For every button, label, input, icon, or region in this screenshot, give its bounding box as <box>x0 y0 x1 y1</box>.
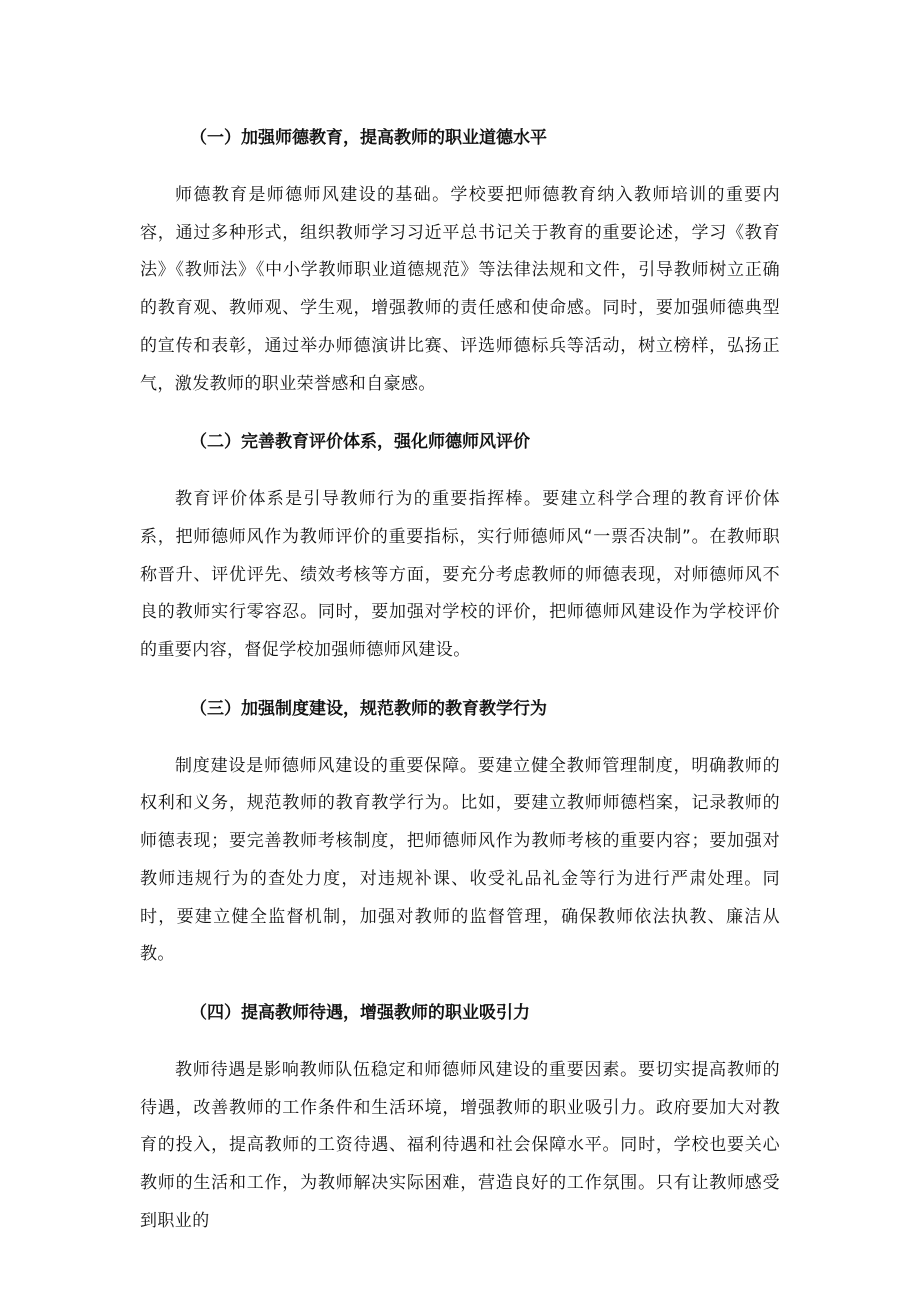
section-paragraph-1: 师德教育是师德师风建设的基础。学校要把师德教育纳入教师培训的重要内容，通过多种形式，组织教师学习习近平总书记关于教育的重要论述，学习《教育法》《教师法》《中小学教师职业道德规范》等法律法规和文件，引导教师树立正确的教育观、教师观、学生观，增强教师的责任感和使命感。同时，要加强师德典型的宣传和表彰，通过举办师德演讲比赛、评选师德标兵等活动，树立榜样，弘扬正气，激发教师的职业荣誉感和自豪感。 <box>140 185 780 394</box>
section-paragraph-4: 教师待遇是影响教师队伍稳定和师德师风建设的重要因素。要切实提高教师的待遇，改善教师的工作条件和生活环境，增强教师的职业吸引力。政府要加大对教育的投入，提高教师的工资待遇、福利待遇和社会保障水平。同时，学校也要关心教师的生活和工作，为教师解决实际困难，营造良好的工作氛围。只有让教师感受到职业的 <box>140 1059 780 1231</box>
section-paragraph-3: 制度建设是师德师风建设的重要保障。要建立健全教师管理制度，明确教师的权利和义务，规范教师的教育教学行为。比如，要建立教师师德档案，记录教师的师德表现；要完善教师考核制度，把师德师风作为教师考核的重要内容；要加强对教师违规行为的查处力度，对违规补课、收受礼品礼金等行为进行严肃处理。同时，要建立健全监督机制，加强对教师的监督管理，确保教师依法执教、廉洁从教。 <box>140 755 780 965</box>
section-heading-2: （二）完善教育评价体系，强化师德师风评价 <box>190 432 530 453</box>
section-heading-4: （四）提高教师待遇，增强教师的职业吸引力 <box>190 1002 530 1023</box>
section-heading-1: （一）加强师德教育，提高教师的职业道德水平 <box>190 128 547 148</box>
section-paragraph-2: 教育评价体系是引导教师行为的重要指挥棒。要建立科学合理的教育评价体系，把师德师风作为教师评价的重要指标，实行师德师风“一票否决制”。在教师职称晋升、评优评先、绩效考核等方面，要充分考虑教师的师德表现，对师德师风不良的教师实行零容忍。同时，要加强对学校的评价，把师德师风建设作为学校评价的重要内容，督促学校加强师德师风建设。 <box>140 489 780 661</box>
section-heading-3: （三）加强制度建设，规范教师的教育教学行为 <box>190 698 547 719</box>
document-body <box>140 120 780 1261</box>
